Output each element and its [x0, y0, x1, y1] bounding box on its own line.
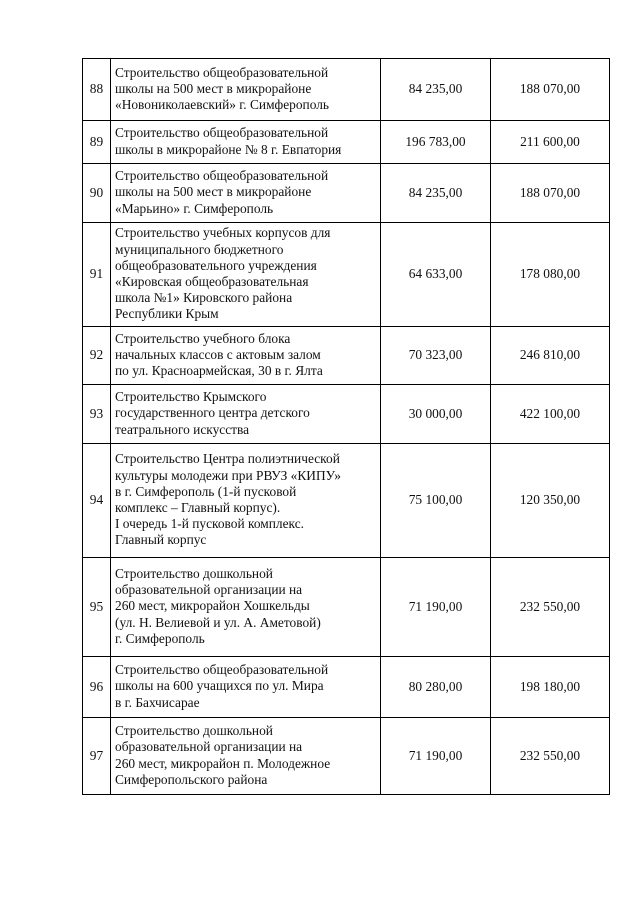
- amount-cell-1: 71 190,00: [381, 558, 491, 657]
- amount-cell-2: 178 080,00: [491, 223, 610, 327]
- amount-cell-2: 422 100,00: [491, 385, 610, 444]
- amount-cell-1: 64 633,00: [381, 223, 491, 327]
- project-description: Строительство учебного блока начальных классов с актовым залом по ул. Красноармейская, 30 в г. Ялта: [111, 327, 381, 385]
- amount-cell-2: 232 550,00: [491, 718, 610, 795]
- table-row: [83, 164, 610, 223]
- amount-cell-1: 84 235,00: [381, 59, 491, 121]
- table-body: [83, 59, 610, 795]
- table-row: [83, 121, 610, 164]
- amount-cell-2: 198 180,00: [491, 657, 610, 718]
- row-number: 91: [83, 223, 111, 327]
- project-description: Строительство Центра полиэтнической культуры молодежи при РВУЗ «КИПУ» в г. Симферополь (1-й пусковой комплекс – Главный корпус). I очередь 1-й пусковой комплекс. Главный корпус: [111, 444, 381, 558]
- project-description: Строительство Крымского государственного центра детского театрального искусства: [111, 385, 381, 444]
- table-row: [83, 718, 610, 795]
- row-number: 96: [83, 657, 111, 718]
- table-row: [83, 327, 610, 385]
- table-row: [83, 223, 610, 327]
- table-row: [83, 385, 610, 444]
- amount-cell-1: 71 190,00: [381, 718, 491, 795]
- row-number: 93: [83, 385, 111, 444]
- table-row: [83, 444, 610, 558]
- row-number: 92: [83, 327, 111, 385]
- table-row: [83, 657, 610, 718]
- capital-projects-table: [82, 58, 610, 795]
- project-description: Строительство дошкольной образовательной организации на 260 мест, микрорайон Хошкельды (ул. Н. Велиевой и ул. А. Аметовой) г. Симферополь: [111, 558, 381, 657]
- row-number: 97: [83, 718, 111, 795]
- amount-cell-2: 120 350,00: [491, 444, 610, 558]
- project-description: Строительство учебных корпусов для муниципального бюджетного общеобразовательного учреждения «Кировская общеобразовательная школа №1» Кировского района Республики Крым: [111, 223, 381, 327]
- table-row: [83, 59, 610, 121]
- amount-cell-1: 80 280,00: [381, 657, 491, 718]
- project-description: Строительство общеобразовательной школы на 500 мест в микрорайоне «Новониколаевский» г. Симферополь: [111, 59, 381, 121]
- amount-cell-2: 246 810,00: [491, 327, 610, 385]
- project-description: Строительство общеобразовательной школы на 600 учащихся по ул. Мира в г. Бахчисарае: [111, 657, 381, 718]
- table-row: [83, 558, 610, 657]
- amount-cell-1: 196 783,00: [381, 121, 491, 164]
- amount-cell-1: 84 235,00: [381, 164, 491, 223]
- row-number: 95: [83, 558, 111, 657]
- row-number: 90: [83, 164, 111, 223]
- amount-cell-1: 30 000,00: [381, 385, 491, 444]
- amount-cell-2: 211 600,00: [491, 121, 610, 164]
- row-number: 94: [83, 444, 111, 558]
- amount-cell-2: 232 550,00: [491, 558, 610, 657]
- project-description: Строительство дошкольной образовательной организации на 260 мест, микрорайон п. Молодежное Симферопольского района: [111, 718, 381, 795]
- amount-cell-1: 75 100,00: [381, 444, 491, 558]
- row-number: 88: [83, 59, 111, 121]
- row-number: 89: [83, 121, 111, 164]
- amount-cell-2: 188 070,00: [491, 59, 610, 121]
- amount-cell-1: 70 323,00: [381, 327, 491, 385]
- amount-cell-2: 188 070,00: [491, 164, 610, 223]
- project-description: Строительство общеобразовательной школы в микрорайоне № 8 г. Евпатория: [111, 121, 381, 164]
- project-description: Строительство общеобразовательной школы на 500 мест в микрорайоне «Марьино» г. Симферополь: [111, 164, 381, 223]
